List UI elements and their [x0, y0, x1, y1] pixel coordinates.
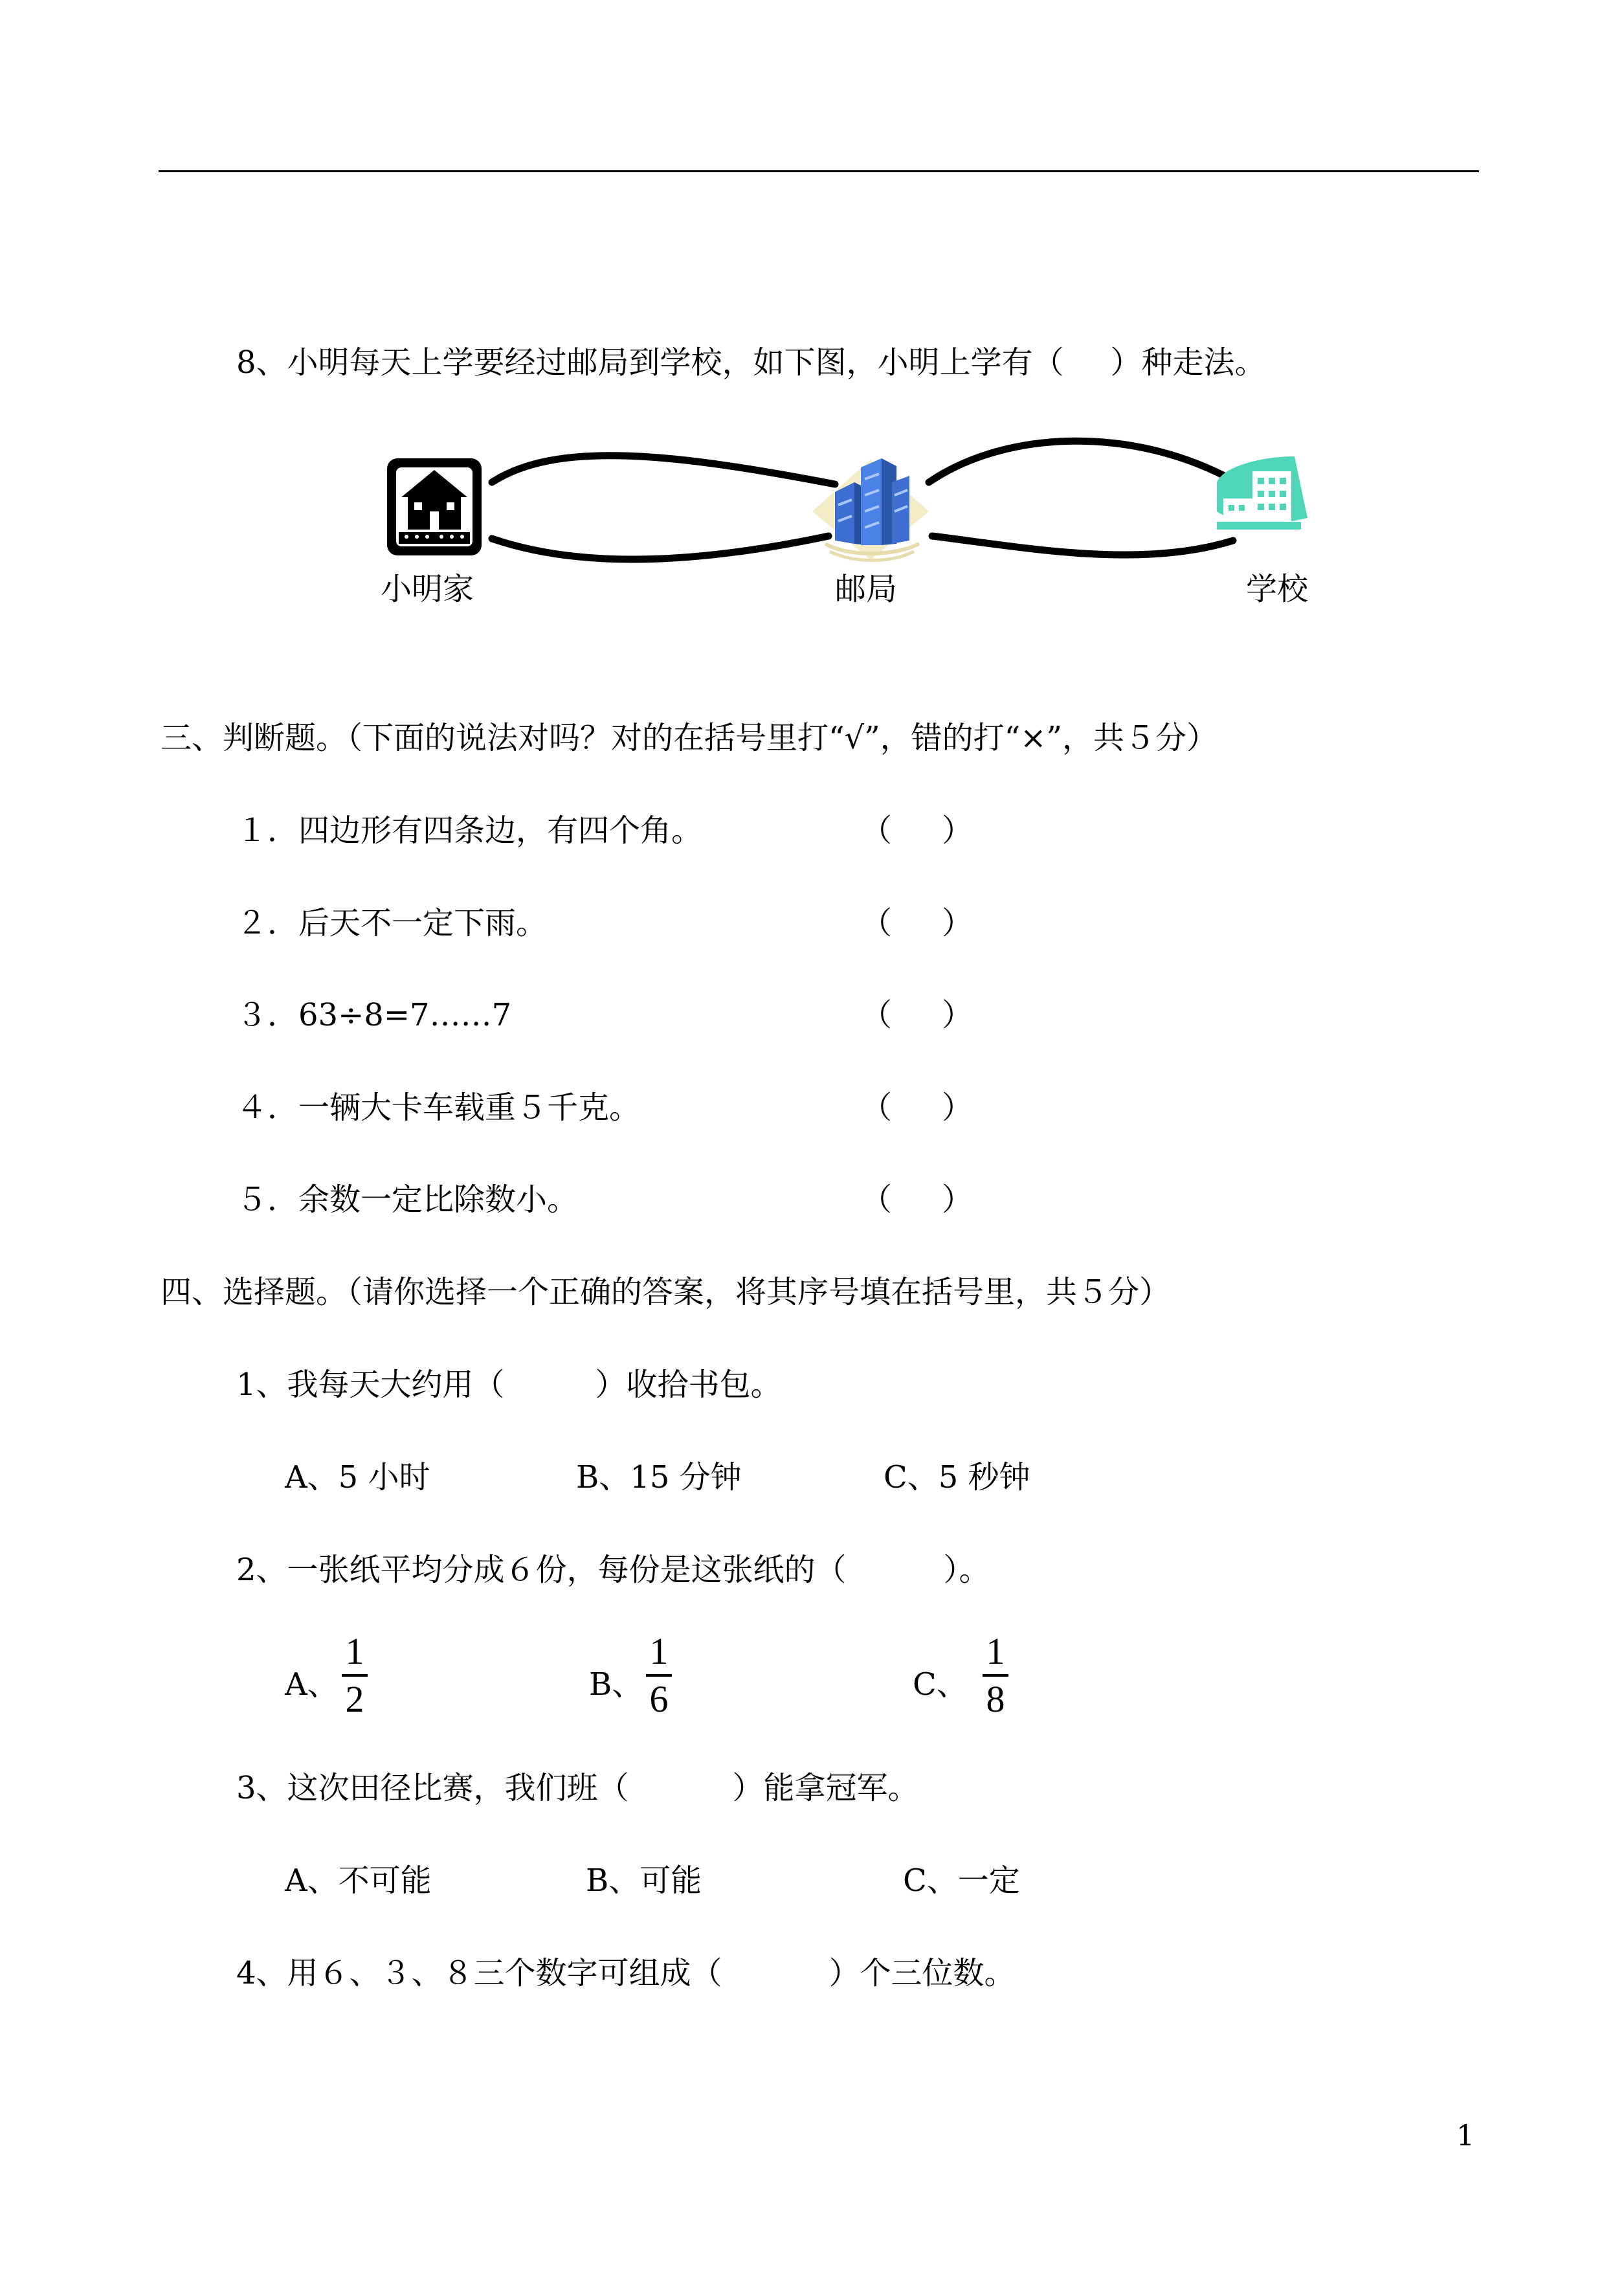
judgment-item-5-paren-close: ） — [942, 1181, 973, 1218]
choice-question-1-before: 1、我每天大约用（ — [236, 1367, 505, 1403]
judgment-item-4-paren-open[interactable]: （ — [861, 1090, 893, 1126]
judgment-item-3: ３．63÷8=7……7 — [236, 997, 512, 1033]
choice-3-option-c[interactable]: C、一定 — [903, 1862, 1020, 1899]
judgment-item-4: ４．一辆大卡车载重５千克。 — [236, 1090, 641, 1126]
school-building-icon — [1217, 456, 1307, 530]
choice-question-3-after: ）能拿冠军。 — [732, 1770, 919, 1806]
question-8-text-after: ）种走法。 — [1110, 344, 1266, 381]
choice-1-option-c[interactable]: C、5 秒钟 — [884, 1459, 1030, 1495]
question-8-text-before: 8、小明每天上学要经过邮局到学校，如下图，小明上学有（ — [236, 344, 1064, 381]
fraction-denominator: 6 — [649, 1678, 669, 1720]
judgment-item-2-paren-open[interactable]: （ — [861, 905, 893, 941]
judgment-item-5: ５．余数一定比除数小。 — [236, 1181, 579, 1218]
judgment-item-3-paren-open[interactable]: （ — [861, 997, 893, 1033]
route-post-school-upper — [929, 441, 1236, 482]
choice-question-2-before: 2、一张纸平均分成６份，每份是这张纸的（ — [236, 1552, 847, 1588]
choice-question-3-before: 3、这次田径比赛，我们班（ — [236, 1770, 629, 1806]
judgment-item-1-paren-close: ） — [942, 812, 973, 849]
choice-1-option-b[interactable]: B、15 分钟 — [576, 1459, 742, 1495]
choice-question-4 — [236, 1954, 1016, 1993]
choice-question-3 — [236, 1769, 919, 1807]
judgment-item-2-paren-close: ） — [942, 905, 973, 941]
school-label: 学校 — [1246, 571, 1309, 607]
fraction-denominator: 2 — [345, 1678, 364, 1720]
fraction-one-eighth[interactable] — [983, 1631, 1008, 1719]
fraction-one-half[interactable] — [342, 1631, 368, 1719]
judgment-item-5-paren-open[interactable]: （ — [861, 1181, 893, 1218]
choice-3-option-a[interactable]: A、不可能 — [285, 1862, 432, 1899]
choice-question-2 — [236, 1550, 990, 1589]
choice-2-option-c-label[interactable]: C、 — [913, 1666, 968, 1703]
house-icon — [387, 458, 482, 555]
choice-question-4-before: 4、用６、３、８三个数字可组成（ — [236, 1955, 722, 1991]
fraction-bar — [983, 1674, 1008, 1677]
judgment-item-1-paren-open[interactable]: （ — [861, 812, 893, 849]
choice-2-option-b-label[interactable]: B、 — [589, 1666, 643, 1703]
choice-question-2-after: ）。 — [943, 1552, 990, 1588]
fraction-bar — [646, 1674, 672, 1677]
home-label: 小明家 — [381, 571, 474, 607]
fraction-one-sixth[interactable] — [646, 1631, 672, 1719]
page-number: 1 — [1456, 2120, 1474, 2153]
section-4-heading: 四、选择题。（请你选择一个正确的答案，将其序号填在括号里，共５分） — [161, 1274, 1171, 1310]
route-home-post-lower — [492, 536, 829, 559]
fraction-numerator: 1 — [345, 1630, 364, 1672]
choice-2-option-a-label[interactable]: A、 — [285, 1666, 339, 1703]
choice-question-1-after: ）收拾书包。 — [595, 1367, 782, 1403]
judgment-item-2: ２．后天不一定下雨。 — [236, 905, 548, 941]
fraction-numerator: 1 — [986, 1630, 1005, 1672]
fraction-numerator: 1 — [649, 1630, 669, 1672]
choice-question-4-after: ）个三位数。 — [829, 1955, 1016, 1991]
section-3-heading: 三、判断题。（下面的说法对吗？对的在括号里打“√”，错的打“×”，共５分） — [161, 720, 1218, 756]
choice-1-option-a[interactable]: A、5 小时 — [285, 1459, 430, 1495]
choice-question-1 — [236, 1365, 782, 1404]
route-home-post-upper — [492, 456, 835, 484]
choice-3-option-b[interactable]: B、可能 — [586, 1862, 702, 1899]
judgment-item-1: １．四边形有四条边，有四个角。 — [236, 812, 703, 849]
post-office-label: 邮局 — [835, 571, 898, 607]
post-office-building-icon — [812, 458, 929, 561]
judgment-item-4-paren-close: ） — [942, 1090, 973, 1126]
route-post-school-lower — [932, 536, 1233, 555]
fraction-bar — [342, 1674, 368, 1677]
fraction-denominator: 8 — [986, 1678, 1005, 1720]
judgment-item-3-paren-close: ） — [942, 997, 973, 1033]
